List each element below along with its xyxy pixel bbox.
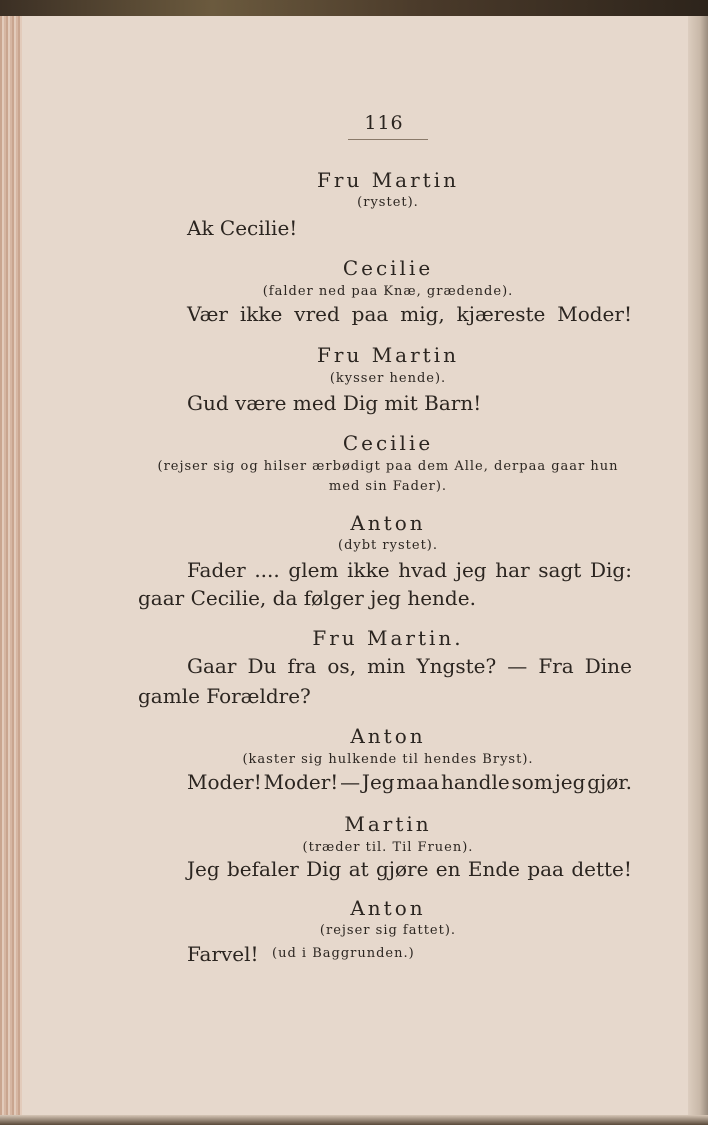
stage-direction: (kaster sig hulkende til hendes Bryst). — [242, 752, 534, 767]
speaker-name: Anton — [350, 511, 426, 535]
speaker-name: Fru Martin — [317, 343, 459, 367]
dialogue-line: gaar Cecilie, da følger jeg hende. — [138, 586, 476, 610]
page-number-rule — [348, 139, 428, 140]
stage-direction: (rejser sig fattet). — [319, 923, 457, 938]
book-top-edge — [0, 0, 708, 16]
book-right-edge — [688, 16, 708, 1125]
stage-direction: (kysser hende). — [329, 371, 447, 386]
book-left-edge — [0, 16, 22, 1125]
speaker-name: Anton — [350, 896, 426, 920]
dialogue-line: gamle Forældre? — [138, 684, 311, 708]
speaker-name: Cecilie — [342, 256, 434, 280]
dialogue-line: Farvel! — [187, 942, 259, 966]
dialogue-line: Gud være med Dig mit Barn! — [187, 391, 482, 415]
dialogue-line: Moder! Moder! — Jeg maa handle som jeg gjør. — [187, 770, 632, 794]
stage-direction-inline: (ud i Baggrunden.) — [272, 946, 415, 961]
speaker-name: Martin — [344, 812, 432, 836]
stage-direction: (falder ned paa Knæ, grædende). — [262, 284, 514, 299]
stage-direction: (rystet). — [357, 195, 419, 210]
stage-direction: (rejser sig og hilser ærbødigt paa dem Alle, derpaa gaar hun — [157, 459, 619, 474]
dialogue-line: Jeg befaler Dig at gjøre en Ende paa dette! — [187, 857, 632, 881]
speaker-name: Cecilie — [342, 431, 434, 455]
page-number: 116 — [364, 112, 404, 134]
speaker-name: Anton — [350, 724, 426, 748]
dialogue-line: Ak Cecilie! — [187, 216, 298, 240]
stage-direction: (træder til. Til Fruen). — [302, 840, 474, 855]
book-bottom-edge — [0, 1115, 708, 1125]
dialogue-line: Gaar Du fra os, min Yngste? — Fra Dine — [187, 654, 632, 678]
dialogue-line: Fader .... glem ikke hvad jeg har sagt Dig: — [187, 558, 632, 582]
stage-direction: (dybt rystet). — [338, 538, 438, 553]
stage-direction: med sin Fader). — [328, 479, 448, 494]
speaker-name: Fru Martin. — [312, 626, 464, 650]
speaker-name: Fru Martin — [317, 168, 459, 192]
dialogue-line: Vær ikke vred paa mig, kjæreste Moder! — [187, 302, 632, 326]
